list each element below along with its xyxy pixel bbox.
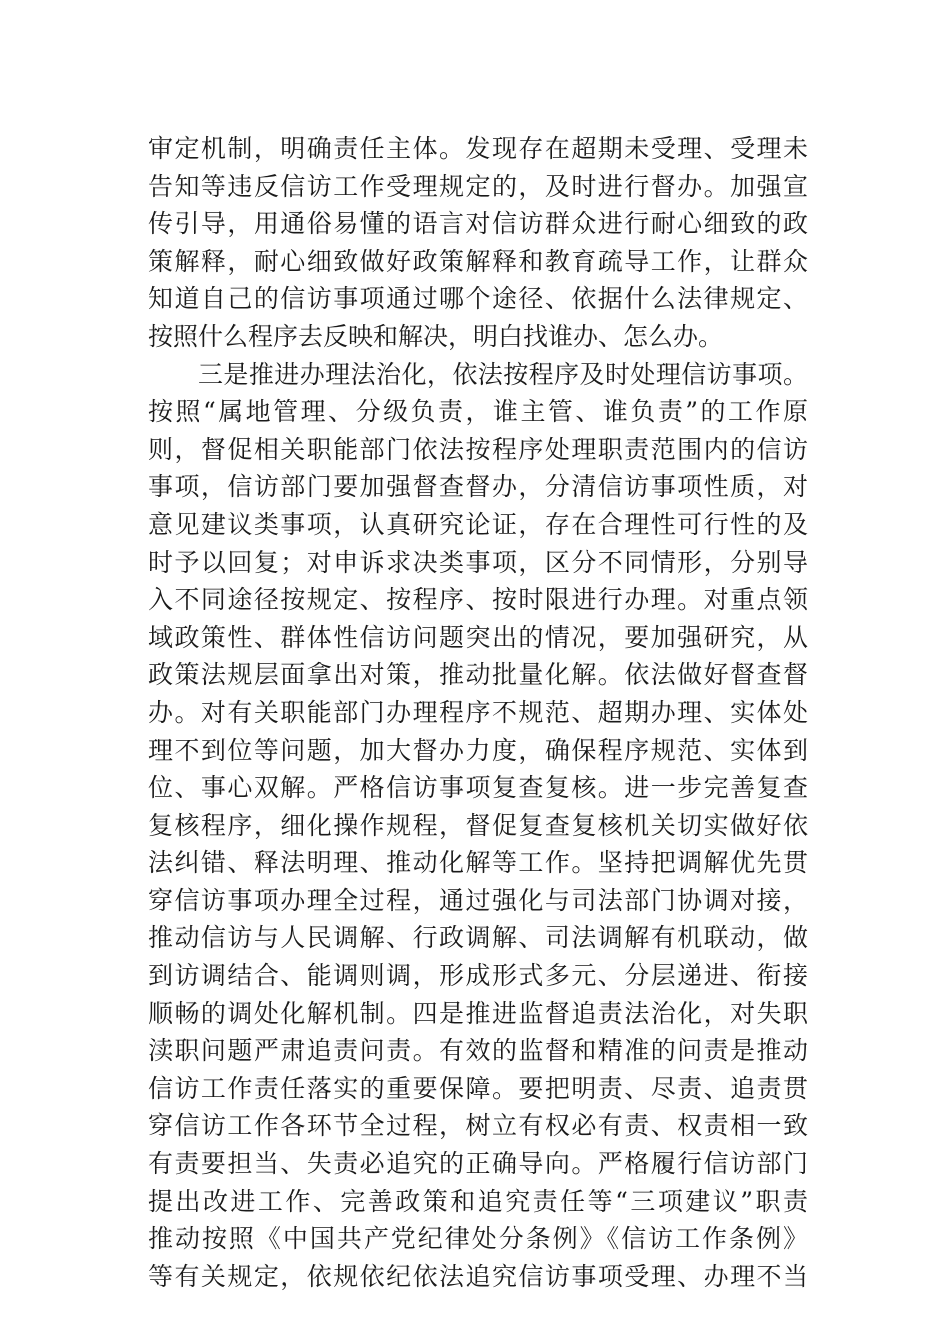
text-line: 传引导，用通俗易懂的语言对信访群众进行耐心细致的政 (148, 209, 808, 239)
text-line: 审定机制，明确责任主体。发现存在超期未受理、受理未 (148, 134, 808, 163)
text-line: 推动按照《中国共产党纪律处分条例》《信访工作条例》 (148, 1224, 808, 1254)
text-line: 提出改进工作、完善政策和追究责任等“三项建议”职责 (148, 1186, 808, 1216)
body-text (148, 130, 808, 1295)
text-line: 知道自己的信访事项通过哪个途径、依据什么法律规定、 (148, 284, 808, 314)
text-line: 按照“属地管理、分级负责，谁主管、谁负责”的工作原 (148, 397, 808, 427)
text-line: 意见建议类事项，认真研究论证，存在合理性可行性的及 (148, 509, 808, 539)
text-line: 有责要担当、失责必追究的正确导向。严格履行信访部门 (148, 1149, 808, 1179)
text-line: 推动信访与人民调解、行政调解、司法调解有机联动，做 (148, 923, 808, 953)
text-line: 穿信访工作各环节全过程，树立有权必有责、权责相一致 (148, 1111, 808, 1141)
text-line: 三是推进办理法治化，依法按程序及时处理信访事项。 (198, 359, 808, 389)
text-line: 入不同途径按规定、按程序、按时限进行办理。对重点领 (148, 585, 808, 615)
text-line: 信访工作责任落实的重要保障。要把明责、尽责、追责贯 (148, 1073, 808, 1103)
text-line: 等有关规定，依规依纪依法追究信访事项受理、办理不当 (148, 1261, 808, 1291)
text-line: 则，督促相关职能部门依法按程序处理职责范围内的信访 (148, 434, 808, 464)
text-line: 按照什么程序去反映和解决，明白找谁办、怎么办。 (148, 321, 724, 351)
text-line: 渎职问题严肃追责问责。有效的监督和精准的问责是推动 (148, 1036, 808, 1066)
text-line: 穿信访事项办理全过程，通过强化与司法部门协调对接， (148, 885, 808, 915)
text-line: 理不到位等问题，加大督办力度，确保程序规范、实体到 (148, 735, 808, 765)
text-line: 事项，信访部门要加强督查督办，分清信访事项性质，对 (148, 472, 808, 502)
text-line: 复核程序，细化操作规程，督促复查复核机关切实做好依 (148, 810, 808, 840)
text-line: 法纠错、释法明理、推动化解等工作。坚持把调解优先贯 (148, 848, 808, 878)
text-line: 策解释，耐心细致做好政策解释和教育疏导工作，让群众 (148, 246, 808, 276)
text-line: 办。对有关职能部门办理程序不规范、超期办理、实体处 (148, 697, 808, 727)
text-line: 时予以回复；对申诉求决类事项，区分不同情形，分别导 (148, 547, 808, 577)
text-line: 顺畅的调处化解机制。四是推进监督追责法治化，对失职 (148, 998, 808, 1028)
text-line: 域政策性、群体性信访问题突出的情况，要加强研究，从 (148, 622, 808, 652)
text-line: 政策法规层面拿出对策，推动批量化解。依法做好督查督 (148, 660, 808, 690)
text-line: 告知等违反信访工作受理规定的，及时进行督办。加强宣 (148, 171, 808, 201)
text-line: 到访调结合、能调则调，形成形式多元、分层递进、衔接 (148, 961, 808, 991)
text-line: 位、事心双解。严格信访事项复查复核。进一步完善复查 (148, 773, 808, 803)
